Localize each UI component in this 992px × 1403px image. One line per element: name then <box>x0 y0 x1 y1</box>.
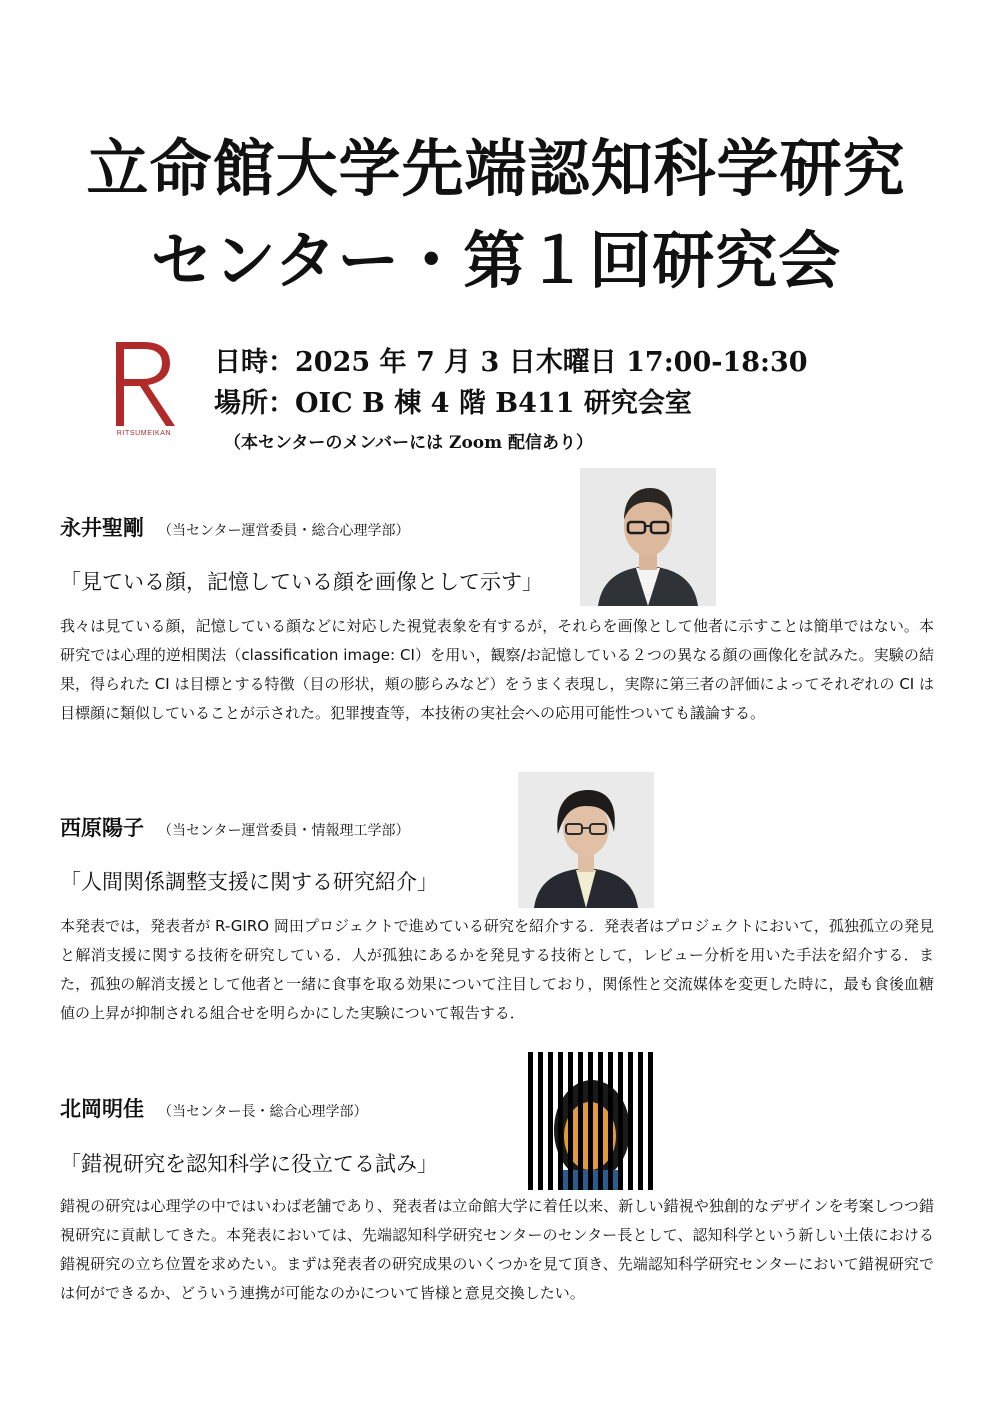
logo-text: RITSUMEIKAN <box>116 430 172 437</box>
speaker-affiliation: （当センター運営委員・総合心理学部） <box>158 523 410 539</box>
event-datetime: 日時：2025 年 7 月 3 日木曜日 17:00-18:30 <box>214 347 808 378</box>
title-line-1: 立命館大学先端認知科学研究 <box>86 132 906 205</box>
title-line-2: センター・第１回研究会 <box>150 224 842 297</box>
speaker-name: 永井聖剛 <box>60 516 144 540</box>
speaker-photo-1 <box>580 468 716 606</box>
talk-title-1: 「見ている顔，記憶している顔を画像として示す」 <box>60 570 543 594</box>
event-place: 場所：OIC B 棟 4 階 B411 研究会室 <box>214 388 692 419</box>
talk-abstract-1: 我々は見ている顔，記憶している顔などに対応した視覚表象を有するが，それらを画像として他者に示すことは簡単ではない。本研究では心理的逆相関法（classification image: CI）を用い，観察/お記憶している２つの異なる顔の画像化を試みた。実験の結果，得られた CI は目標とする特徴（目の形状，頬の膨らみなど）をうまく表現し，実際に第三者の評価によってそれぞれの CI は目標顔に類似していることが示された。犯罪捜査等，本技術の実社会への応用可能性ついても議論する。 <box>60 617 934 722</box>
speaker-name: 西原陽子 <box>60 816 144 840</box>
speaker-affiliation: （当センター運営委員・情報理工学部） <box>158 823 410 839</box>
talk-abstract-2: 本発表では，発表者が R-GIRO 岡田プロジェクトで進めている研究を紹介する．発表者はプロジェクトにおいて，孤独孤立の発見と解消支援に関する技術を研究している．人が孤独にあるかを発見する技術として，レビュー分析を用いた手法を紹介する．また，孤独の解消支援として他者と一緒に食事を取る効果について注目しており，関係性と交流媒体を変更した時に，最も食後血糖値の上昇が抑制される組合せを明らかにした実験について報告する． <box>60 917 934 1022</box>
talk-abstract-3: 錯視の研究は心理学の中ではいわば老舗であり、発表者は立命館大学に着任以来、新しい錯視や独創的なデザインを考案しつつ錯視研究に貢献してきた。本発表においては、先端認知科学研究センターのセンター長として、認知科学という新しい土俵における錯視研究の立ち位置を求めたい。まずは発表者の研究成果のいくつかを見て頂き、先端認知科学研究センターにおいて錯視研究では何ができるか、どういう連携が可能なのかについて皆様と意見交換したい。 <box>60 1197 934 1302</box>
speaker-affiliation: （当センター長・総合心理学部） <box>158 1104 368 1120</box>
speaker-name: 北岡明佳 <box>60 1097 144 1121</box>
speaker-photo-2 <box>518 772 654 908</box>
illusion-image <box>526 1052 654 1190</box>
speaker-1 <box>60 512 409 542</box>
talk-title-3: 「錯視研究を認知科学に役立てる試み」 <box>60 1152 438 1176</box>
speaker-3 <box>60 1093 367 1123</box>
event-note: （本センターのメンバーには Zoom 配信あり） <box>224 433 594 453</box>
speaker-2 <box>60 812 409 842</box>
talk-title-2: 「人間関係調整支援に関する研究紹介」 <box>60 870 438 894</box>
